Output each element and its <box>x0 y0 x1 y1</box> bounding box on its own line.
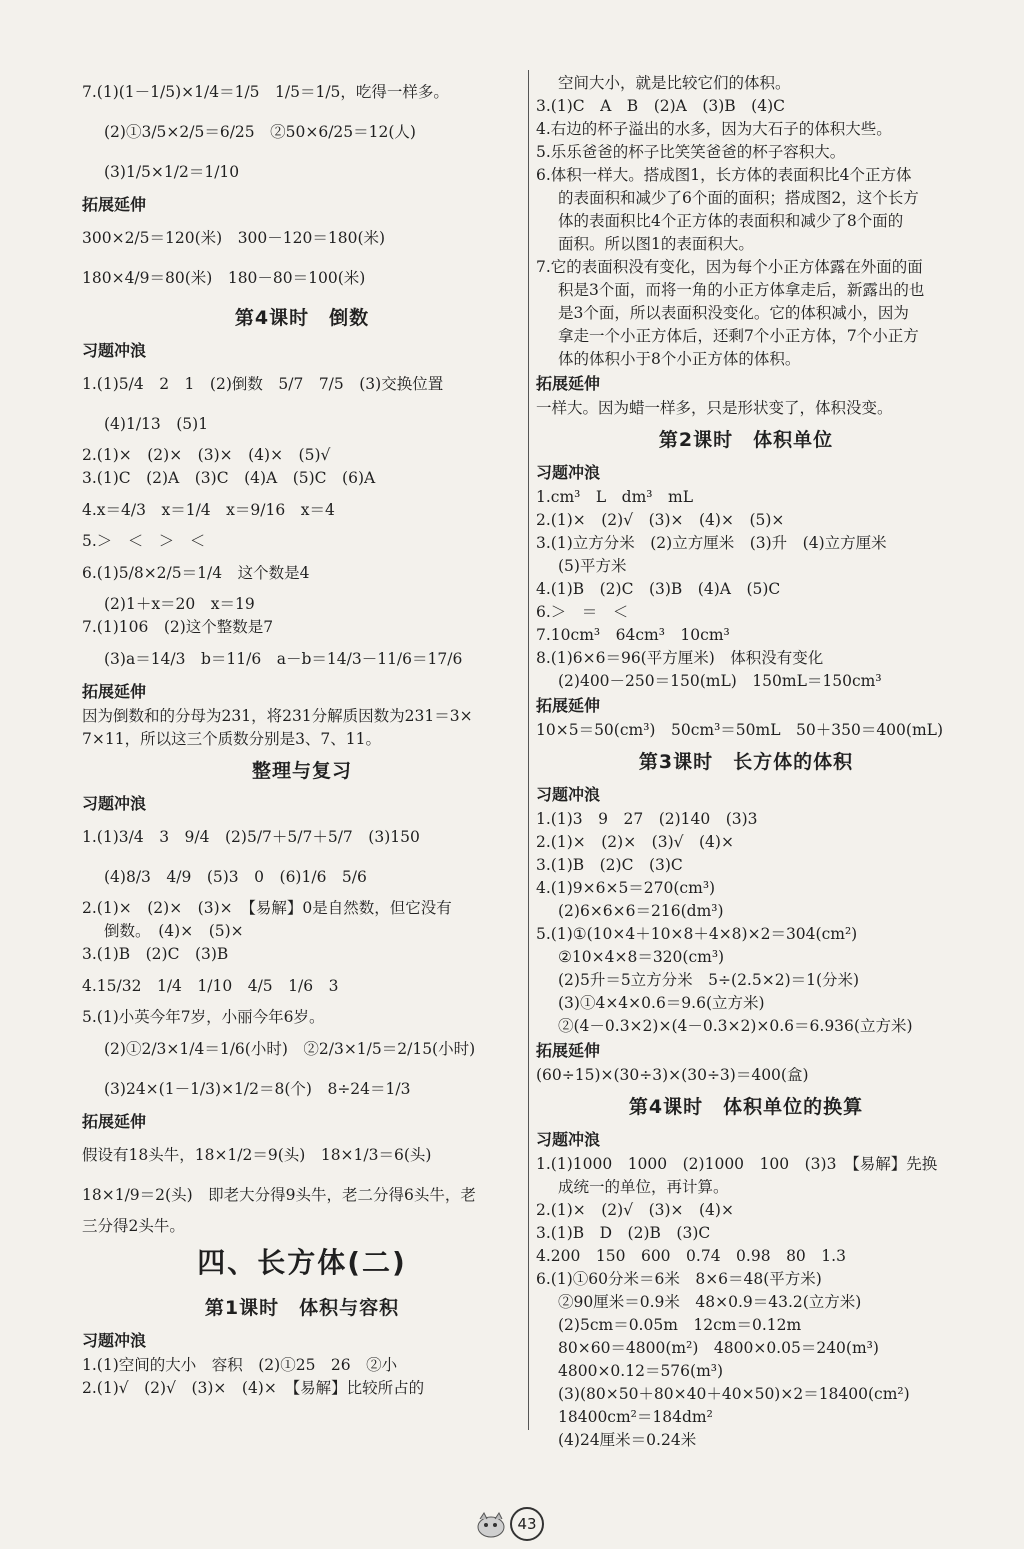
answer-line: ②90厘米＝0.9米 48×0.9＝43.2(立方米) <box>558 1293 862 1311</box>
answer-line: 8.(1)6×6＝96(平方厘米) 体积没有变化 <box>536 649 824 667</box>
lesson-title: 第2课时 体积单位 <box>658 429 834 451</box>
answer-line: 1.(1)空间的大小 容积 (2)①25 26 ②小 <box>82 1356 398 1374</box>
answer-line: (4)1/13 (5)1 <box>104 415 209 433</box>
answer-line: 2.(1)× (2)× (3)× (4)× (5)√ <box>82 446 331 464</box>
lesson-title: 第1课时 体积与容积 <box>204 1297 400 1319</box>
lesson-title: 第4课时 倒数 <box>234 307 370 329</box>
section-heading: 习题冲浪 <box>536 1130 601 1149</box>
answer-line: 18400cm²＝184dm² <box>558 1408 713 1426</box>
answer-line: 4.x＝4/3 x＝1/4 x＝9/16 x＝4 <box>82 501 335 519</box>
answer-line: (60÷15)×(30÷3)×(30÷3)＝400(盒) <box>536 1066 809 1084</box>
answer-line: 180×4/9＝80(米) 180－80＝100(米) <box>82 269 366 287</box>
answer-line: 体的表面积比4个正方体的表面积和减少了8个面的 <box>558 212 904 230</box>
lesson-title: 第3课时 长方体的体积 <box>638 751 854 773</box>
answer-line: 因为倒数和的分母为231，将231分解质因数为231＝3× <box>82 707 473 725</box>
answer-line: 4.200 150 600 0.74 0.98 80 1.3 <box>536 1247 846 1265</box>
answer-line: 3.(1)B D (2)B (3)C <box>536 1224 711 1242</box>
answer-line: 3.(1)B (2)C (3)C <box>536 856 683 874</box>
answer-line: 的表面积和减少了6个面的面积；搭成图2，这个长方 <box>558 189 919 207</box>
answer-line: 7.它的表面积没有变化，因为每个小正方体露在外面的面 <box>536 258 923 276</box>
answer-line: 4.(1)B (2)C (3)B (4)A (5)C <box>536 580 781 598</box>
answer-line: 5.(1)小英今年7岁，小丽今年6岁。 <box>82 1008 325 1026</box>
answer-line: 2.(1)× (2)× (3)√ (4)× <box>536 833 734 851</box>
answer-line: 一样大。因为蜡一样多，只是形状变了，体积没变。 <box>536 399 893 417</box>
section-heading: 拓展延伸 <box>536 1041 601 1060</box>
answer-line: (2)5cm＝0.05m 12cm＝0.12m <box>558 1316 802 1334</box>
answer-line: 3.(1)C A B (2)A (3)B (4)C <box>536 97 785 115</box>
answer-line: (2)5升＝5立方分米 5÷(2.5×2)＝1(分米) <box>558 971 860 989</box>
column-divider <box>528 70 529 1430</box>
answer-line: 3.(1)立方分米 (2)立方厘米 (3)升 (4)立方厘米 <box>536 534 887 552</box>
answer-line: 积是3个面，而将一角的小正方体拿走后，新露出的也 <box>558 281 925 299</box>
answer-line: 4.(1)9×6×5＝270(cm³) <box>536 879 716 897</box>
answer-line: 5.乐乐爸爸的杯子比笑笑爸爸的杯子容积大。 <box>536 143 846 161</box>
answer-line: (2)1＋x＝20 x＝19 <box>104 595 255 613</box>
answer-line: ②10×4×8＝320(cm³) <box>558 948 725 966</box>
unit-title: 四、长方体(二) <box>197 1246 407 1279</box>
answer-line: 是3个面，所以表面积没变化。它的体积减小，因为 <box>558 304 909 322</box>
answer-line: 300×2/5＝120(米) 300－120＝180(米) <box>82 229 386 247</box>
mascot-icon <box>474 1509 508 1539</box>
answer-line: 2.(1)× (2)× (3)× 【易解】0是自然数，但它没有 <box>82 899 452 917</box>
section-heading: 拓展延伸 <box>536 374 601 393</box>
answer-line: 4.15/32 1/4 1/10 4/5 1/6 3 <box>82 977 339 995</box>
answer-line: (2)①2/3×1/4＝1/6(小时) ②2/3×1/5＝2/15(小时) <box>104 1040 476 1058</box>
answer-line: (2)①3/5×2/5＝6/25 ②50×6/25＝12(人) <box>104 123 416 141</box>
answer-line: (3)24×(1－1/3)×1/2＝8(个) 8÷24＝1/3 <box>104 1080 411 1098</box>
answer-line: 1.(1)1000 1000 (2)1000 100 (3)3 【易解】先换 <box>536 1155 938 1173</box>
lesson-title: 整理与复习 <box>251 760 352 782</box>
answer-line: 5.(1)①(10×4＋10×8＋4×8)×2＝304(cm²) <box>536 925 858 943</box>
answer-line: 80×60＝4800(m²) 4800×0.05＝240(m³) <box>558 1339 879 1357</box>
answer-line: 7.(1)(1－1/5)×1/4＝1/5 1/5＝1/5，吃得一样多。 <box>82 83 449 101</box>
answer-line: 拿走一个小正方体后，还剩7个小正方体，7个小正方 <box>558 327 919 345</box>
section-heading: 拓展延伸 <box>82 195 147 214</box>
answer-line: 2.(1)× (2)√ (3)× (4)× <box>536 1201 734 1219</box>
section-heading: 习题冲浪 <box>82 794 147 813</box>
page-footer <box>470 1505 550 1545</box>
answer-line: (4)8/3 4/9 (5)3 0 (6)1/6 5/6 <box>104 868 367 886</box>
answer-line: 1.(1)3 9 27 (2)140 (3)3 <box>536 810 758 828</box>
answer-line: (3)(80×50＋80×40＋40×50)×2＝18400(cm²) <box>558 1385 910 1403</box>
answer-line: 1.cm³ L dm³ mL <box>536 488 693 506</box>
answer-line: 6.体积一样大。搭成图1，长方体的表面积比4个正方体 <box>536 166 912 184</box>
answer-line: 7.10cm³ 64cm³ 10cm³ <box>536 626 730 644</box>
answer-line: 体的体积小于8个小正方体的体积。 <box>558 350 801 368</box>
answer-line: 5.＞ ＜ ＞ ＜ <box>82 532 206 550</box>
answer-line: 7.(1)106 (2)这个整数是7 <box>82 618 274 636</box>
answer-line: 成统一的单位，再计算。 <box>558 1178 729 1196</box>
answer-line: 18×1/9＝2(头) 即老大分得9头牛，老二分得6头牛，老 <box>82 1186 476 1204</box>
left-column <box>82 72 522 1400</box>
answer-line: (2)6×6×6＝216(dm³) <box>558 902 724 920</box>
answer-line: 4800×0.12＝576(m³) <box>558 1362 724 1380</box>
section-heading: 习题冲浪 <box>82 341 147 360</box>
answer-line: 10×5＝50(cm³) 50cm³＝50mL 50＋350＝400(mL) <box>536 721 943 739</box>
answer-line: 6.(1)5/8×2/5＝1/4 这个数是4 <box>82 564 310 582</box>
answer-line: (3)1/5×1/2＝1/10 <box>104 163 240 181</box>
answer-line: 6.(1)①60分米＝6米 8×6＝48(平方米) <box>536 1270 822 1288</box>
answer-line: 空间大小，就是比较它们的体积。 <box>558 74 791 92</box>
answer-line: (4)24厘米＝0.24米 <box>558 1431 697 1449</box>
right-column <box>536 72 956 1452</box>
section-heading: 拓展延伸 <box>82 682 147 701</box>
answer-line: 3.(1)C (2)A (3)C (4)A (5)C (6)A <box>82 469 376 487</box>
answer-line: 1.(1)5/4 2 1 (2)倒数 5/7 7/5 (3)交换位置 <box>82 375 444 393</box>
page-number: 43 <box>510 1507 544 1541</box>
lesson-title: 第4课时 体积单位的换算 <box>628 1096 864 1118</box>
section-heading: 习题冲浪 <box>536 785 601 804</box>
answer-line: (3)①4×4×0.6＝9.6(立方米) <box>558 994 765 1012</box>
answer-line: 3.(1)B (2)C (3)B <box>82 945 229 963</box>
answer-line: 倒数。 (4)× (5)× <box>104 922 244 940</box>
answer-line: (2)400－250＝150(mL) 150mL＝150cm³ <box>558 672 882 690</box>
answer-line: 2.(1)× (2)√ (3)× (4)× (5)× <box>536 511 785 529</box>
answer-line: ②(4－0.3×2)×(4－0.3×2)×0.6＝6.936(立方米) <box>558 1017 913 1035</box>
answer-line: (5)平方米 <box>558 557 627 575</box>
answer-line: 7×11，所以这三个质数分别是3、7、11。 <box>82 730 382 748</box>
answer-line: 4.右边的杯子溢出的水多，因为大石子的体积大些。 <box>536 120 892 138</box>
answer-line: 三分得2头牛。 <box>82 1217 185 1235</box>
answer-line: 6.＞ ＝ ＜ <box>536 603 629 621</box>
answer-line: 假设有18头牛，18×1/2＝9(头) 18×1/3＝6(头) <box>82 1146 432 1164</box>
section-heading: 拓展延伸 <box>82 1112 147 1131</box>
answer-line: 2.(1)√ (2)√ (3)× (4)× 【易解】比较所占的 <box>82 1379 425 1397</box>
answer-line: 面积。所以图1的表面积大。 <box>558 235 754 253</box>
section-heading: 习题冲浪 <box>536 463 601 482</box>
section-heading: 习题冲浪 <box>82 1331 147 1350</box>
answer-line: 1.(1)3/4 3 9/4 (2)5/7＋5/7＋5/7 (3)150 <box>82 828 420 846</box>
answer-line: (3)a＝14/3 b＝11/6 a－b＝14/3－11/6＝17/6 <box>104 650 463 668</box>
section-heading: 拓展延伸 <box>536 696 601 715</box>
